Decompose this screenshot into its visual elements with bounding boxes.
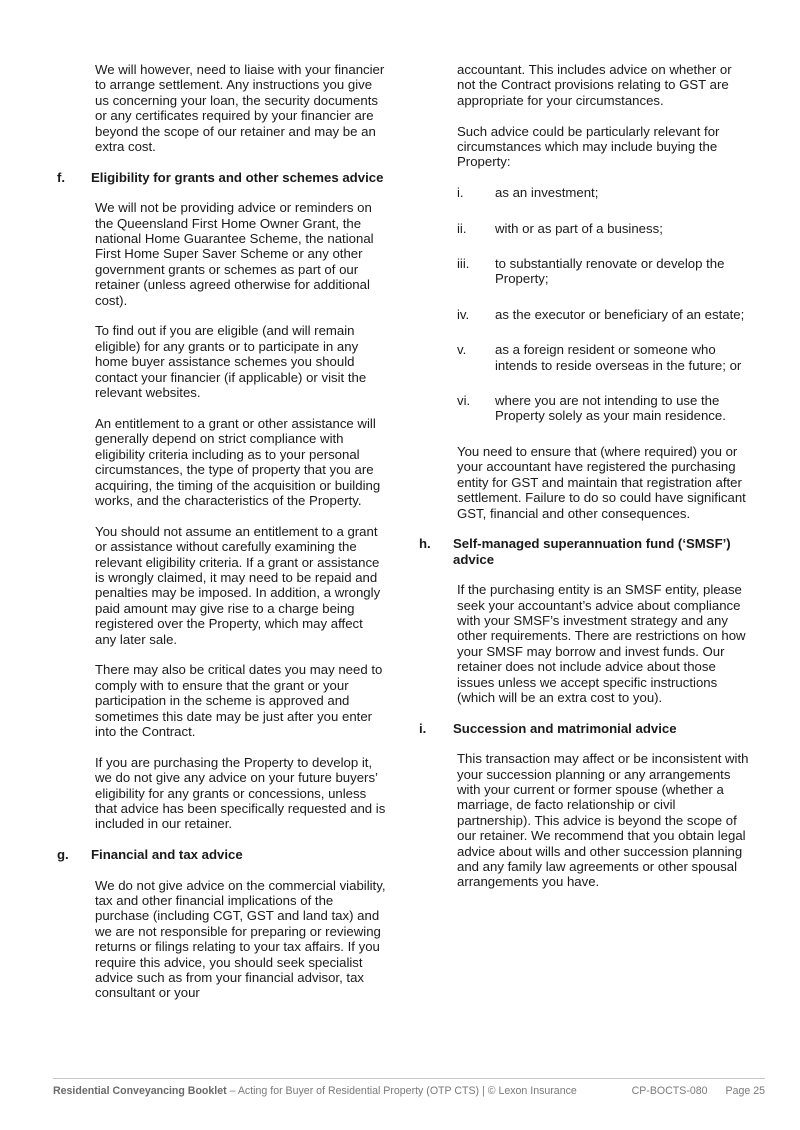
footer-booklet-info (53, 1084, 577, 1099)
section-g-paragraph: We do not give advice on the commercial viability, tax and other financial implications of the purchase (including CGT, GST and land tax) and we are not responsible for preparing or reviewing returns or filings relating to your tax affairs. If you require this advice, you should seek specialist advice such as from your financial advisor, tax consultant or your (95, 877, 386, 1001)
list-item-text: as the executor or beneficiary of an estate; (495, 306, 745, 322)
right-column (419, 62, 749, 890)
footer-page-number: Page 25 (725, 1085, 765, 1097)
list-intro-paragraph: Such advice could be particularly relevant for circumstances which may include buying the Property: (457, 123, 720, 170)
section-f-paragraph-1: We will not be providing advice or reminders on the Queensland First Home Owner Grant, the national Home Guarantee Scheme, the national First Home Super Saver Scheme or any other government grants or schemes as part of our retainer (unless agreed otherwise for additional cost). (95, 200, 374, 308)
section-f-paragraph-2: To find out if you are eligible (and will remain eligible) for any grants or to participate in any home buyer assistance schemes you should contact your financier (if applicable) or visit the relevant websites. (95, 323, 367, 401)
section-i-letter: i. (419, 720, 427, 736)
section-f-heading (57, 170, 387, 185)
page-footer (53, 1078, 765, 1099)
section-f-title: Eligibility for grants and other schemes advice (91, 169, 384, 185)
list-item-number: iii. (457, 256, 470, 272)
circumstances-list (457, 185, 749, 424)
list-item (457, 221, 749, 236)
footer-booklet-subtitle: – Acting for Buyer of Residential Property (OTP CTS) | © Lexon Insurance (226, 1085, 577, 1097)
section-h-heading (419, 536, 749, 567)
continued-paragraph: accountant. This includes advice on whether or not the Contract provisions relating to GST are appropriate for your circumstances. (457, 62, 732, 108)
section-g-heading (57, 847, 387, 862)
section-i-heading (419, 721, 749, 736)
list-item-number: iv. (457, 306, 470, 322)
section-h-title: Self-managed superannuation fund (‘SMSF’) advice (453, 536, 731, 567)
section-f-paragraph-5: There may also be critical dates you may need to comply with to ensure that the grant or your participation in the scheme is approved and sometimes this date may be just after you enter into the Contract. (95, 662, 383, 739)
list-item (457, 393, 749, 424)
section-i-title: Succession and matrimonial advice (453, 720, 677, 736)
section-h-letter: h. (419, 536, 431, 552)
left-column (57, 62, 387, 1001)
section-h-paragraph: If the purchasing entity is an SMSF entity, please seek your accountant’s advice about compliance with your SMSF’s investment strategy and any other requirements. There are restrictions on how your SMSF may borrow and invest funds. Our retainer does not include advice about those issues unless we accept specific instructions (which will be an extra cost to you). (457, 582, 746, 705)
section-f-paragraph-4: You should not assume an entitlement to a grant or assistance without carefully examining the relevant eligibility criteria. If a grant or assistance is wrongly claimed, it may need to be repaid and penalties may be imposed. In addition, a wrongly paid amount may give rise to a charge being registered over the Property, which may affect any later sale. (95, 523, 381, 647)
list-item-text: where you are not intending to use the Property solely as your main residence. (495, 393, 726, 424)
section-i-paragraph: This transaction may affect or be inconsistent with your succession planning or any arrangements with your current or former spouse (whether a marriage, de facto relationship or civil partnership). This advice is beyond the scope of our retainer. We recommend that you obtain legal advice about wills and other succession planning and any family law agreements or other spousal arrangements you have. (457, 751, 749, 890)
intro-paragraph: We will however, need to liaise with your financier to arrange settlement. Any instructions you give us concerning your loan, the security documents or any certificates required by your financier are beyond the scope of our retainer and may be an extra cost. (95, 62, 385, 155)
list-item (457, 342, 749, 373)
list-item-number: vi. (457, 393, 471, 409)
list-item-text: with or as part of a business; (495, 220, 663, 236)
list-item-number: v. (457, 342, 467, 358)
list-item (457, 185, 749, 200)
list-item (457, 307, 749, 322)
list-item-text: as an investment; (495, 185, 599, 201)
footer-right (632, 1084, 765, 1099)
list-item-text: as a foreign resident or someone who intends to reside overseas in the future; or (495, 342, 742, 373)
section-f-paragraph-3: An entitlement to a grant or other assistance will generally depend on strict compliance with eligibility criteria including as to your personal circumstances, the type of property that you are acquiring, the timing of the acquisition or building works, and the characteristics of the Property. (95, 415, 381, 508)
section-f-letter: f. (57, 169, 66, 185)
list-item (457, 256, 749, 287)
gst-paragraph: You need to ensure that (where required) you or your accountant have registered the purchasing entity for GST and maintain that registration after settlement. Failure to do so could have significant GST, financial and other consequences. (457, 443, 746, 521)
list-item-text: to substantially renovate or develop the Property; (495, 256, 725, 287)
section-g-letter: g. (57, 847, 69, 863)
list-item-number: i. (457, 185, 464, 201)
footer-booklet-title: Residential Conveyancing Booklet (53, 1085, 227, 1097)
section-f-paragraph-6: If you are purchasing the Property to develop it, we do not give any advice on your future buyers’ eligibility for any grants or concessions, unless that advice has been specifically requested and is included in our retainer. (95, 754, 386, 832)
footer-document-code: CP-BOCTS-080 (631, 1085, 708, 1097)
list-item-number: ii. (457, 220, 467, 236)
section-g-title: Financial and tax advice (91, 847, 243, 863)
